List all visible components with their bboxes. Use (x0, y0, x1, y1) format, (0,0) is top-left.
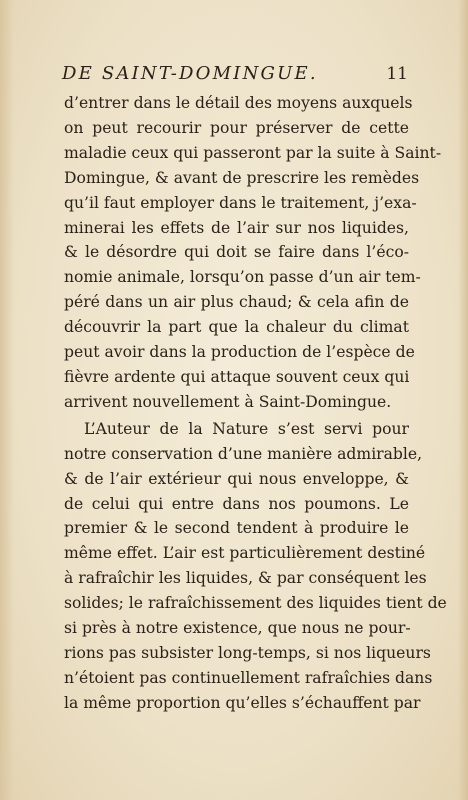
text-line: qu’il faut employer dans le traitement, j’exa- (64, 193, 417, 212)
text-line: rions pas subsister long-temps, si nos liqueurs (64, 643, 431, 662)
text-line: fièvre ardente qui attaque souvent ceux qui (64, 367, 410, 386)
text-line: la même proportion qu’elles s’échauffent par (64, 693, 421, 712)
text-line: maladie ceux qui passeront par la suite à Saint- (64, 143, 442, 162)
text-line: péré dans un air plus chaud; & cela afin de (64, 293, 409, 312)
text-line: nomie animale, lorsqu’on passe d’un air tem- (64, 268, 421, 287)
text-line: L’Auteur de la Nature s’est servi pour (84, 419, 409, 438)
text-line: d’entrer dans le détail des moyens auxquels (64, 94, 413, 112)
text-line: à rafraîchir les liquides, & par conséquent les (64, 569, 427, 588)
text-line: premier & le second tendent à produire le (64, 519, 409, 538)
page-number: 11 (386, 64, 408, 84)
text-line: n’étoient pas continuellement rafraîchies dans (64, 668, 433, 687)
text-line: de celui qui entre dans nos poumons. Le (64, 494, 409, 513)
text-line: si près à notre existence, que nous ne pour- (64, 619, 411, 638)
text-line: solides; le rafraîchissement des liquides tient de (64, 594, 447, 613)
page-header (62, 62, 408, 86)
text-line: notre conservation d’une manière admirable, (64, 444, 423, 463)
text-line: & de l’air extérieur qui nous enveloppe, & (64, 469, 409, 488)
text-line: on peut recourir pour préserver de cette (64, 118, 409, 137)
text-line: Domingue, & avant de prescrire les remèdes (64, 168, 420, 187)
paragraph-2 (64, 417, 447, 716)
text-line: même effet. L’air est particulièrement destiné (64, 544, 426, 563)
text-line: & le désordre qui doit se faire dans l’éco- (64, 243, 409, 262)
running-title: DE SAINT-DOMINGUE. (62, 63, 318, 84)
text-line: arrivent nouvellement à Saint-Domingue. (64, 392, 392, 411)
body-text (64, 91, 447, 716)
text-line: peut avoir dans la production de l’espèce de (64, 343, 415, 362)
text-line: minerai les effets de l’air sur nos liquides, (64, 218, 409, 237)
paragraph-1 (64, 91, 442, 415)
text-line: découvrir la part que la chaleur du climat (64, 318, 409, 337)
